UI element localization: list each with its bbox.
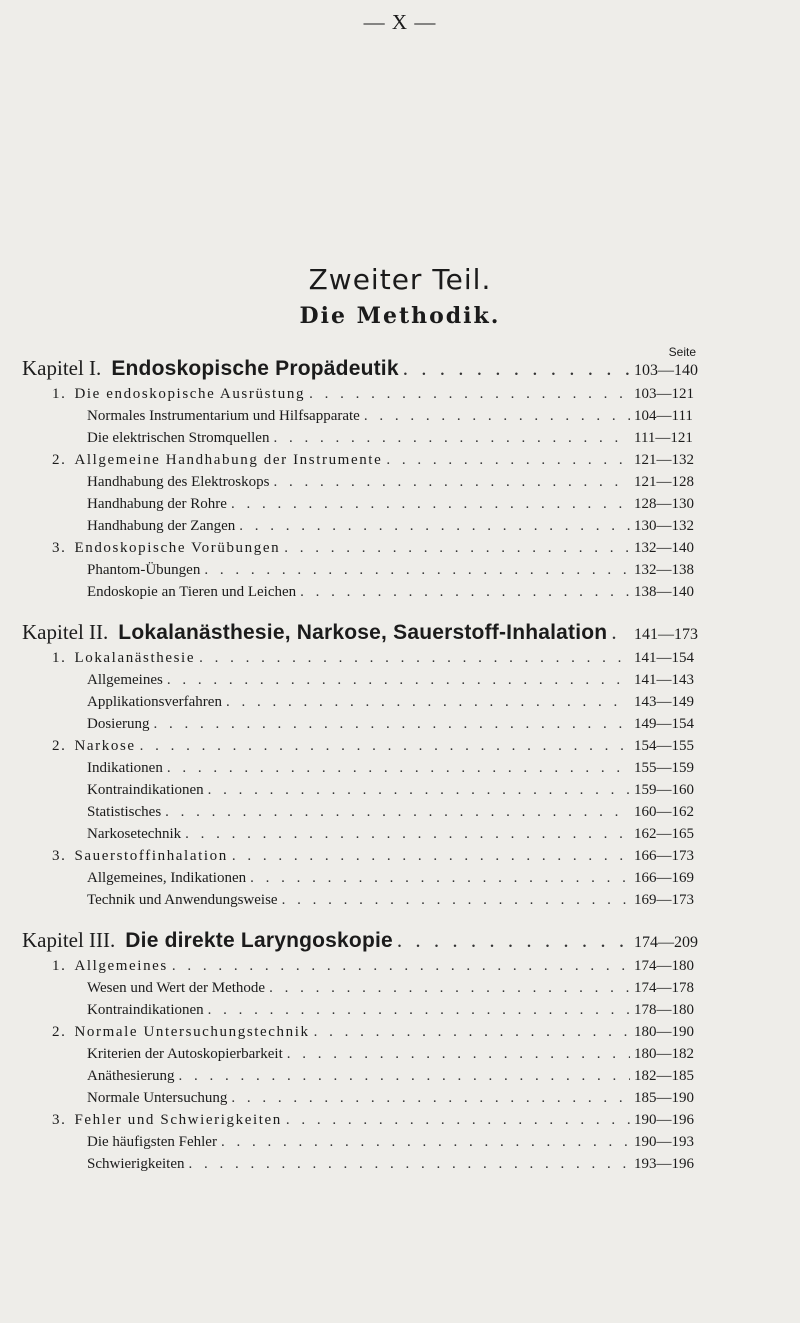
toc-chapter-row <box>0 620 800 650</box>
toc-section-row <box>0 1024 800 1046</box>
chapter-label: Kapitel II. <box>22 620 109 644</box>
toc-item-row <box>0 474 800 496</box>
dot-leader <box>208 1002 630 1019</box>
toc-item-row <box>0 760 800 782</box>
dot-leader <box>284 540 630 557</box>
toc-item-row <box>0 870 800 892</box>
toc-item-row <box>0 716 800 738</box>
seite-column-label: Seite <box>668 345 696 359</box>
toc-item-row <box>0 584 800 606</box>
dot-leader <box>239 518 630 535</box>
chapter-title: Die direkte Laryngoskopie <box>125 929 393 952</box>
section-pages: 121—132 <box>634 452 694 468</box>
dot-leader <box>232 848 630 865</box>
section-title: Lokalanästhesie <box>74 650 196 666</box>
dot-leader <box>309 386 630 403</box>
toc-item-row <box>0 1134 800 1156</box>
dot-leader <box>250 870 630 887</box>
section-number: 2. <box>52 452 67 468</box>
toc-item-row <box>0 694 800 716</box>
toc-item-row <box>0 518 800 540</box>
dot-leader <box>364 408 630 425</box>
item-title: Kontraindikationen <box>87 1002 204 1018</box>
item-title: Applikationsverfahren <box>87 694 222 710</box>
section-pages: 103—121 <box>634 386 694 402</box>
item-pages: 155—159 <box>634 760 694 776</box>
section-number: 3. <box>52 848 67 864</box>
chapter-title: Lokalanästhesie, Narkose, Sauerstoff-Inhalation <box>118 621 608 644</box>
section-title: Die endoskopische Ausrüstung <box>74 386 306 402</box>
page-number: — X — <box>363 10 437 34</box>
chapter-label: Kapitel I. <box>22 356 102 380</box>
item-pages: 149—154 <box>634 716 694 732</box>
item-pages: 128—130 <box>634 496 694 512</box>
item-pages: 166—169 <box>634 870 694 886</box>
toc-item-row <box>0 804 800 826</box>
section-heading <box>52 452 382 469</box>
item-pages: 169—173 <box>634 892 694 908</box>
item-title: Schwierigkeiten <box>87 1156 185 1172</box>
toc-item-row <box>0 408 800 430</box>
dot-leader <box>611 620 630 645</box>
item-title: Kontraindikationen <box>87 782 204 798</box>
section-heading <box>52 848 228 865</box>
toc-item-row <box>0 672 800 694</box>
item-pages: 190—193 <box>634 1134 694 1150</box>
item-title: Handhabung des Elektroskops <box>87 474 270 490</box>
toc-item-row <box>0 430 800 452</box>
item-pages: 104—111 <box>634 408 693 424</box>
chapter-pages: 174—209 <box>634 934 698 951</box>
item-title: Anäthesierung <box>87 1068 175 1084</box>
section-number: 2. <box>52 1024 67 1040</box>
toc-section-row <box>0 738 800 760</box>
toc-chapter-row <box>0 356 800 386</box>
toc-section-row <box>0 848 800 870</box>
section-number: 1. <box>52 650 67 666</box>
chapter-heading <box>22 620 607 645</box>
section-heading <box>52 650 195 667</box>
dot-leader <box>167 760 630 777</box>
section-heading <box>52 738 136 755</box>
dot-leader <box>397 928 630 953</box>
part-subtitle: Die Methodik. <box>299 303 501 329</box>
item-pages: 160—162 <box>634 804 694 820</box>
dot-leader <box>273 430 630 447</box>
section-number: 3. <box>52 540 67 556</box>
toc-item-row <box>0 1002 800 1024</box>
section-number: 1. <box>52 958 67 974</box>
chapter-title: Endoskopische Propädeutik <box>111 357 399 380</box>
section-pages: 141—154 <box>634 650 694 666</box>
toc-item-row <box>0 826 800 848</box>
chapter-pages: 103—140 <box>634 362 698 379</box>
item-title: Phantom-Übungen <box>87 562 201 578</box>
section-title: Sauerstoffinhalation <box>74 848 228 864</box>
dot-leader <box>282 892 630 909</box>
dot-leader <box>167 672 630 689</box>
item-title: Endoskopie an Tieren und Leichen <box>87 584 297 600</box>
section-title: Narkose <box>74 738 136 754</box>
item-title: Narkosetechnik <box>87 826 182 842</box>
item-title: Statistisches <box>87 804 162 820</box>
item-title: Kriterien der Autoskopierbarkeit <box>87 1046 283 1062</box>
item-pages: 180—182 <box>634 1046 694 1062</box>
section-number: 3. <box>52 1112 67 1128</box>
section-pages: 174—180 <box>634 958 694 974</box>
toc-chapter <box>0 928 800 1178</box>
chapter-label: Kapitel III. <box>22 928 116 952</box>
item-pages: 182—185 <box>634 1068 694 1084</box>
item-title: Handhabung der Zangen <box>87 518 236 534</box>
section-title: Endoskopische Vorübungen <box>74 540 281 556</box>
dot-leader <box>386 452 630 469</box>
dot-leader <box>172 958 630 975</box>
toc-section-row <box>0 1112 800 1134</box>
item-title: Allgemeines, Indikationen <box>87 870 247 886</box>
section-number: 2. <box>52 738 67 754</box>
toc-item-row <box>0 980 800 1002</box>
item-pages: 143—149 <box>634 694 694 710</box>
item-pages: 159—160 <box>634 782 694 798</box>
chapter-heading <box>22 928 393 953</box>
item-pages: 185—190 <box>634 1090 694 1106</box>
chapter-heading <box>22 356 399 381</box>
section-pages: 166—173 <box>634 848 694 864</box>
toc-item-row <box>0 1156 800 1178</box>
toc-item-row <box>0 782 800 804</box>
item-title: Normale Untersuchung <box>87 1090 228 1106</box>
dot-leader <box>154 716 631 733</box>
item-title: Handhabung der Rohre <box>87 496 227 512</box>
item-pages: 141—143 <box>634 672 694 688</box>
section-heading <box>52 958 168 975</box>
item-pages: 178—180 <box>634 1002 694 1018</box>
dot-leader <box>231 1090 630 1107</box>
dot-leader <box>140 738 630 755</box>
item-title: Wesen und Wert der Methode <box>87 980 266 996</box>
item-pages: 138—140 <box>634 584 694 600</box>
dot-leader <box>269 980 630 997</box>
dot-leader <box>403 356 630 381</box>
toc-item-row <box>0 1068 800 1090</box>
toc-section-row <box>0 958 800 980</box>
dot-leader <box>204 562 630 579</box>
toc-item-row <box>0 892 800 914</box>
dot-leader <box>273 474 630 491</box>
dot-leader <box>199 650 630 667</box>
dot-leader <box>221 1134 630 1151</box>
section-title: Normale Untersuchungstechnik <box>74 1024 310 1040</box>
section-pages: 190—196 <box>634 1112 694 1128</box>
item-pages: 132—138 <box>634 562 694 578</box>
toc-chapter-row <box>0 928 800 958</box>
dot-leader <box>286 1112 630 1129</box>
toc-item-row <box>0 496 800 518</box>
dot-leader <box>300 584 630 601</box>
item-pages: 121—128 <box>634 474 694 490</box>
section-number: 1. <box>52 386 67 402</box>
item-title: Dosierung <box>87 716 150 732</box>
section-heading <box>52 540 280 557</box>
item-title: Normales Instrumentarium und Hilfsapparate <box>87 408 360 424</box>
dot-leader <box>226 694 630 711</box>
item-title: Die häufigsten Fehler <box>87 1134 217 1150</box>
part-title: Zweiter Teil. <box>308 263 492 296</box>
item-pages: 111—121 <box>634 430 693 446</box>
toc-item-row <box>0 562 800 584</box>
section-heading <box>52 1112 282 1129</box>
section-title: Allgemeine Handhabung der Instrumente <box>74 452 383 468</box>
table-of-contents <box>0 356 800 1178</box>
item-title: Indikationen <box>87 760 163 776</box>
section-heading <box>52 1024 310 1041</box>
dot-leader <box>188 1156 630 1173</box>
item-pages: 193—196 <box>634 1156 694 1172</box>
dot-leader <box>287 1046 630 1063</box>
section-pages: 180—190 <box>634 1024 694 1040</box>
toc-chapter <box>0 356 800 606</box>
section-pages: 154—155 <box>634 738 694 754</box>
toc-section-row <box>0 650 800 672</box>
dot-leader <box>178 1068 630 1085</box>
dot-leader <box>185 826 630 843</box>
section-title: Fehler und Schwierigkeiten <box>74 1112 282 1128</box>
toc-section-row <box>0 540 800 562</box>
item-title: Technik und Anwendungsweise <box>87 892 278 908</box>
dot-leader <box>165 804 630 821</box>
toc-chapter <box>0 620 800 914</box>
section-heading <box>52 386 305 403</box>
toc-section-row <box>0 452 800 474</box>
item-title: Allgemeines <box>87 672 163 688</box>
item-pages: 162—165 <box>634 826 694 842</box>
dot-leader <box>314 1024 630 1041</box>
item-pages: 174—178 <box>634 980 694 996</box>
item-title: Die elektrischen Stromquellen <box>87 430 270 446</box>
section-title: Allgemeines <box>74 958 168 974</box>
toc-section-row <box>0 386 800 408</box>
dot-leader <box>231 496 630 513</box>
chapter-pages: 141—173 <box>634 626 698 643</box>
item-pages: 130—132 <box>634 518 694 534</box>
section-pages: 132—140 <box>634 540 694 556</box>
toc-item-row <box>0 1090 800 1112</box>
dot-leader <box>208 782 630 799</box>
toc-item-row <box>0 1046 800 1068</box>
